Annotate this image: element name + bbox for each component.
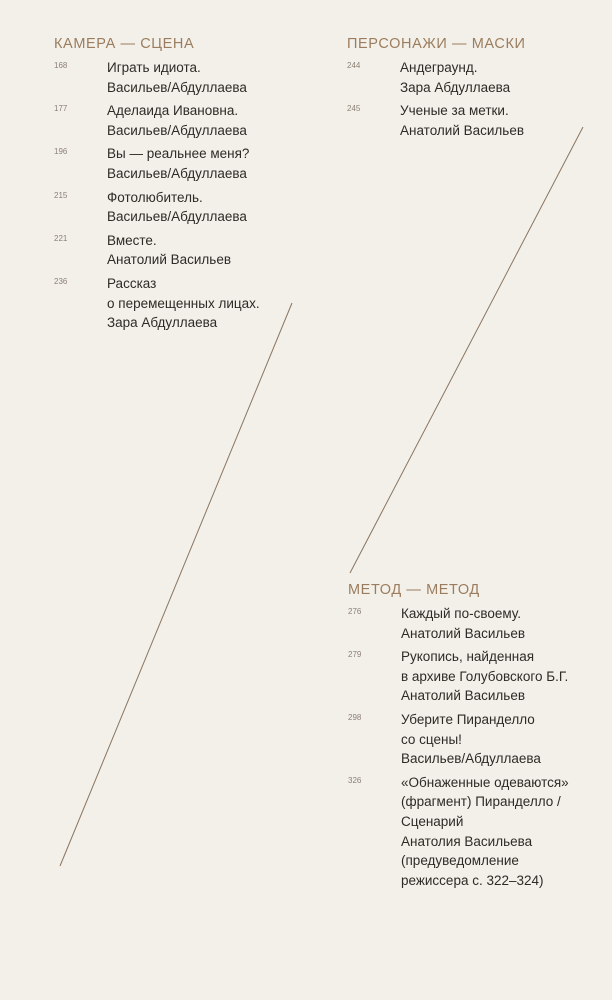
toc-entry bbox=[348, 710, 569, 769]
entry-line: Васильев/Абдуллаева bbox=[107, 122, 247, 138]
entry-line: Ученые за метки. bbox=[400, 103, 509, 119]
diagonal-rule-right bbox=[350, 127, 583, 573]
entry-line: Фотолюбитель. bbox=[107, 189, 203, 205]
page-number: 298 bbox=[348, 712, 362, 722]
page-number: 244 bbox=[347, 61, 361, 70]
toc-entry bbox=[54, 231, 260, 270]
toc-entry bbox=[54, 188, 260, 227]
entry-title bbox=[107, 188, 260, 227]
toc-list bbox=[347, 58, 526, 140]
entry-line: Рукопись, найденная bbox=[401, 649, 535, 665]
entry-line: Васильев/Абдуллаева bbox=[107, 209, 247, 225]
entry-line: Рассказ bbox=[107, 275, 157, 291]
section-title: МЕТОД — МЕТОД bbox=[348, 582, 480, 598]
entry-line: Вместе. bbox=[107, 232, 157, 248]
toc-entry bbox=[348, 647, 569, 706]
toc-entry bbox=[54, 101, 260, 140]
toc-entry bbox=[348, 773, 569, 891]
page-number: 196 bbox=[54, 147, 68, 157]
page-number: 279 bbox=[348, 650, 362, 660]
entry-line: Зара Абдуллаева bbox=[107, 315, 218, 331]
entry-line: Сценарий bbox=[401, 813, 464, 829]
toc-entry bbox=[54, 274, 260, 333]
entry-title bbox=[107, 58, 260, 97]
entry-line: Васильев/Абдуллаева bbox=[401, 751, 541, 767]
entry-line: в архиве Голубовского Б.Г. bbox=[401, 668, 569, 684]
page-number: 168 bbox=[54, 61, 68, 70]
section-camera-stage bbox=[54, 36, 260, 337]
entry-title bbox=[107, 101, 260, 140]
toc-entry bbox=[347, 58, 526, 97]
entry-line: Анатолий Васильев bbox=[107, 252, 232, 268]
entry-line: режиссера с. 322–324) bbox=[401, 872, 544, 888]
entry-title bbox=[401, 647, 569, 706]
entry-line: Каждый по-своему. bbox=[401, 606, 521, 621]
entry-line: Васильев/Абдуллаева bbox=[107, 165, 247, 181]
toc-list bbox=[348, 604, 569, 890]
entry-line: о перемещенных лицах. bbox=[107, 295, 260, 311]
toc-entry bbox=[348, 604, 569, 643]
entry-title bbox=[107, 231, 260, 270]
page-number: 245 bbox=[347, 104, 361, 114]
entry-line: Аделаида Ивановна. bbox=[107, 103, 239, 119]
entry-title bbox=[401, 773, 569, 891]
toc-entry bbox=[347, 101, 526, 140]
entry-title bbox=[107, 144, 260, 183]
entry-title bbox=[400, 101, 526, 140]
entry-title bbox=[400, 58, 526, 97]
entry-title bbox=[107, 274, 260, 333]
entry-line: Играть идиота. bbox=[107, 60, 201, 75]
section-method-method bbox=[348, 582, 569, 894]
diagonal-rule-left bbox=[60, 303, 292, 866]
page-number: 177 bbox=[54, 104, 68, 114]
entry-line: «Обнаженные одеваются» bbox=[401, 774, 569, 790]
section-title: КАМЕРА — СЦЕНА bbox=[54, 36, 195, 52]
toc-entry bbox=[54, 144, 260, 183]
entry-line: Васильев/Абдуллаева bbox=[107, 79, 247, 95]
toc-entry bbox=[54, 58, 260, 97]
page-number: 236 bbox=[54, 276, 68, 286]
entry-line: Зара Абдуллаева bbox=[400, 79, 511, 95]
entry-title bbox=[401, 604, 569, 643]
entry-line: Анатолий Васильев bbox=[401, 625, 526, 641]
page-number: 221 bbox=[54, 233, 68, 243]
entry-line: со сцены! bbox=[401, 731, 462, 747]
page-number: 276 bbox=[348, 607, 362, 616]
entry-line: Анатолия Васильева bbox=[401, 833, 533, 849]
page-number: 215 bbox=[54, 190, 68, 200]
entry-line: (предуведомление bbox=[401, 853, 519, 869]
entry-line: Андеграунд. bbox=[400, 60, 478, 75]
entry-line: (фрагмент) Пиранделло / bbox=[401, 794, 561, 810]
entry-line: Анатолий Васильев bbox=[400, 122, 525, 138]
section-characters-masks bbox=[347, 36, 526, 144]
entry-title bbox=[401, 710, 569, 769]
entry-line: Анатолий Васильев bbox=[401, 688, 526, 704]
toc-list bbox=[54, 58, 260, 333]
entry-line: Вы — реальнее меня? bbox=[107, 146, 250, 162]
entry-line: Уберите Пиранделло bbox=[401, 711, 535, 727]
page-number: 326 bbox=[348, 775, 362, 785]
section-title: ПЕРСОНАЖИ — МАСКИ bbox=[347, 36, 526, 52]
